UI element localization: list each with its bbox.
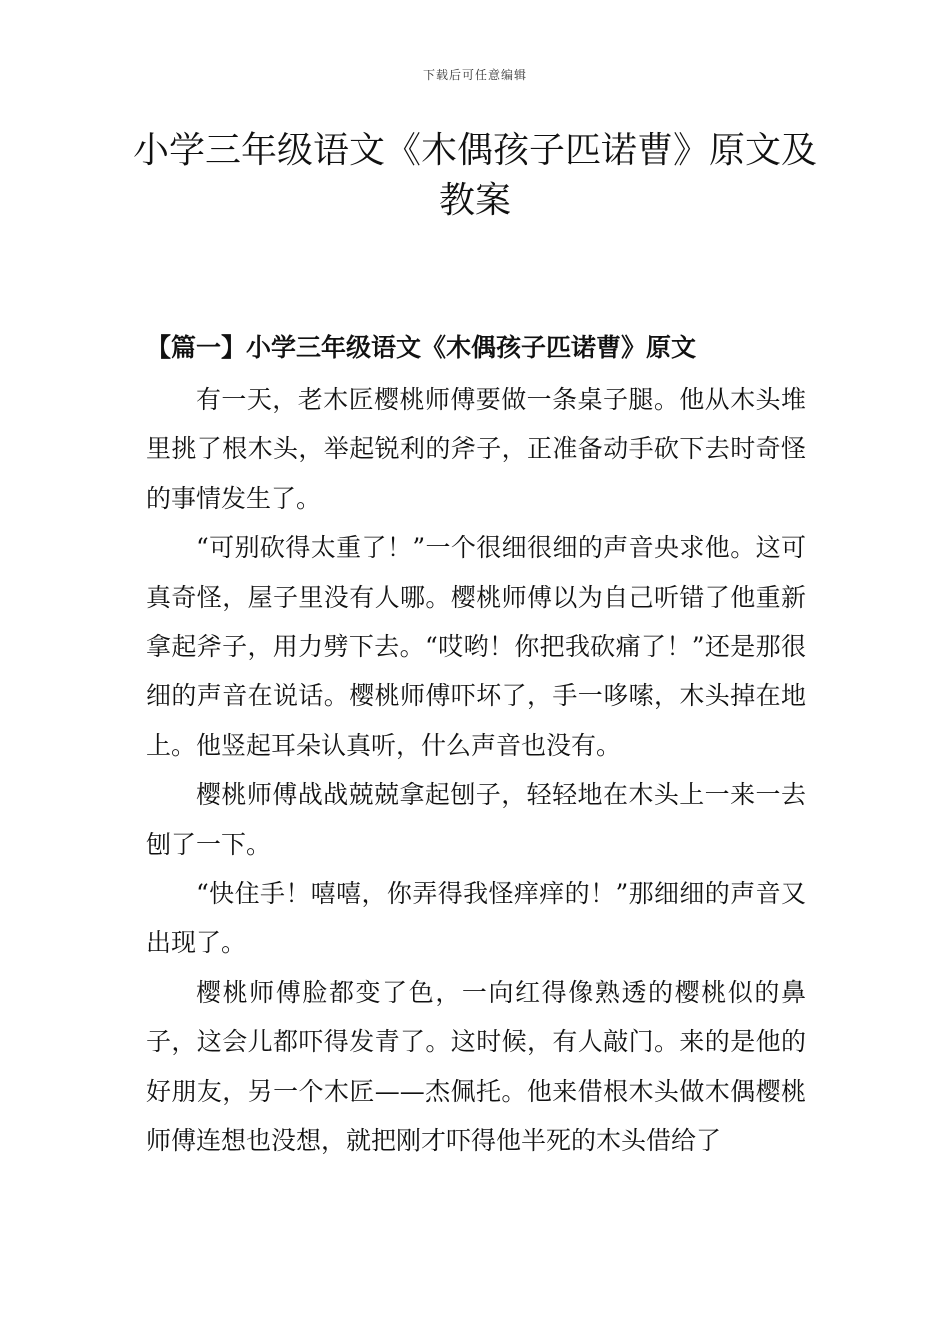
- paragraph: “快住手！嘻嘻，你弄得我怪痒痒的！”那细细的声音又出现了。: [146, 879, 806, 958]
- paragraph: “可别砍得太重了！”一个很细很细的声音央求他。这可真奇怪，屋子里没有人哪。樱桃师傅以为自己听错了他重新拿起斧子，用力劈下去。“哎哟！你把我砍痛了！”还是那很细的声音在说话。樱桃师傅吓坏了，手一哆嗦，木头掉在地上。他竖起耳朵认真听，什么声音也没有。: [146, 533, 806, 760]
- document-title: 小学三年级语文《木偶孩子匹诺曹》原文及教案: [132, 130, 817, 221]
- section-heading: 【篇一】小学三年级语文《木偶孩子匹诺曹》原文: [146, 333, 697, 362]
- body-text: [146, 375, 806, 1166]
- paragraph: 有一天，老木匠樱桃师傅要做一条桌子腿。他从木头堆里挑了根木头，举起锐利的斧子，正准备动手砍下去时奇怪的事情发生了。: [146, 385, 806, 513]
- paragraph: 樱桃师傅战战兢兢拿起刨子，轻轻地在木头上一来一去刨了一下。: [146, 780, 806, 859]
- paragraph: 樱桃师傅脸都变了色，一向红得像熟透的樱桃似的鼻子，这会儿都吓得发青了。这时候，有人敲门。来的是他的好朋友，另一个木匠——杰佩托。他来借根木头做木偶樱桃师傅连想也没想，就把刚才吓得他半死的木头借给了: [146, 977, 806, 1156]
- header-note: 下载后可任意编辑: [422, 68, 527, 82]
